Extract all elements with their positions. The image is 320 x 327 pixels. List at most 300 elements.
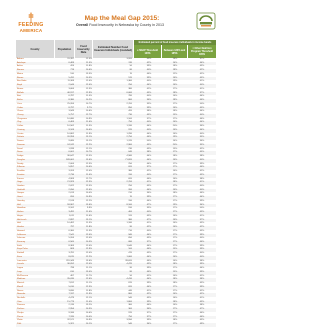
table-cell: 17% [172, 87, 178, 90]
table-cell: 35,035 [67, 278, 74, 281]
table-cell: 46% [146, 259, 152, 262]
table-cell: 18% [172, 91, 178, 94]
table-cell: 797 [70, 226, 74, 229]
table-cell: 12.2% [85, 255, 92, 258]
table-cell: 11.7% [85, 274, 92, 277]
table-cell: 10.1% [85, 323, 92, 326]
table-cell: 380 [128, 170, 132, 173]
table-cell: 719 [70, 69, 74, 72]
table-cell: 39% [199, 233, 205, 236]
table-cell: 18% [172, 65, 178, 68]
table-cell: 750 [128, 315, 132, 318]
table-cell: 310 [128, 173, 132, 176]
table-cell: 39% [146, 196, 152, 199]
table-cell: 16% [172, 293, 178, 296]
table-cell: 18% [172, 181, 178, 184]
table-cell: 1,190 [126, 125, 132, 128]
table-cell: 18% [172, 263, 178, 266]
table-cell: 10,502 [67, 125, 74, 128]
table-cell: 250 [128, 84, 132, 87]
county-name: Box Butte [17, 80, 27, 83]
table-cell: 10.7% [85, 151, 92, 154]
table-cell: 25,264 [67, 102, 74, 105]
table-cell: 610 [70, 270, 74, 273]
table-cell: 21,923 [67, 181, 74, 184]
county-name: Greeley [17, 199, 25, 202]
table-cell: 510 [70, 72, 74, 75]
table-cell: 17% [172, 162, 178, 165]
table-cell: 38% [146, 110, 152, 113]
table-cell: 1,800 [126, 300, 132, 303]
county-name: Hamilton [17, 207, 26, 210]
table-cell: 42% [146, 87, 152, 90]
table-cell: 40% [199, 84, 205, 87]
county-name: Colfax [17, 125, 24, 128]
table-cell: 8,363 [68, 244, 74, 247]
table-cell: 16% [172, 121, 178, 124]
table-cell: 46% [146, 248, 152, 251]
table-cell: 90 [129, 226, 132, 229]
table-cell: 1,939 [68, 147, 74, 150]
table-cell: 44% [199, 196, 205, 199]
table-cell: 38% [199, 177, 205, 180]
table-cell: 12.4% [85, 252, 92, 255]
table-cell: 42% [199, 69, 205, 72]
table-cell: 970 [128, 311, 132, 314]
table-cell: 37% [199, 91, 205, 94]
table-cell: 10.6% [85, 128, 92, 131]
county-name: Loup [17, 270, 22, 273]
table-cell: 17% [172, 102, 178, 105]
table-cell: 17% [172, 311, 178, 314]
table-cell: 39% [146, 267, 152, 270]
table-cell: 528,061 [66, 158, 74, 161]
table-cell: 11.3% [85, 125, 92, 128]
county-name: Fillmore [17, 166, 25, 169]
table-cell: 12.0% [85, 170, 92, 173]
table-cell: 44% [146, 255, 152, 258]
table-cell: 9,109 [68, 128, 74, 131]
county-name: Nuckolls [17, 297, 26, 299]
table-cell: 11.9% [85, 293, 92, 296]
table-cell: 3,943 [68, 110, 74, 113]
table-cell: 16% [172, 95, 178, 98]
table-cell: 16% [172, 158, 178, 161]
table-cell: 7,541 [68, 233, 74, 236]
table-cell: 43% [199, 319, 205, 322]
table-cell: 8,797 [68, 106, 74, 109]
table-cell: 42% [199, 293, 205, 296]
table-cell: 7,197 [68, 293, 74, 296]
table-cell: 10.9% [85, 319, 92, 322]
county-name: Boone [17, 76, 24, 79]
table-cell: 16% [172, 259, 178, 262]
table-cell: 42% [199, 226, 205, 229]
county-name: Keya Paha [17, 248, 28, 251]
table-cell: 42% [146, 170, 152, 173]
table-cell: 12% [172, 72, 178, 75]
table-cell: 750 [128, 121, 132, 124]
table-cell: 12.3% [85, 181, 92, 184]
table-cell: 9.9% [87, 207, 92, 210]
table-cell: 50% [199, 102, 205, 105]
table-cell: 39% [146, 76, 152, 79]
table-cell: 250 [128, 162, 132, 165]
table-cell: 46% [146, 72, 152, 75]
table-cell: 37% [146, 311, 152, 314]
table-cell: 18% [172, 278, 178, 281]
table-cell: 230 [128, 147, 132, 150]
table-cell: 43% [199, 173, 205, 176]
table-cell: 11.4% [85, 173, 92, 176]
table-cell: 17% [172, 289, 178, 292]
table-cell: 9,085 [68, 140, 74, 143]
table-cell: 36% [146, 192, 152, 195]
table-cell: 17% [172, 184, 178, 187]
table-cell: 34% [199, 203, 205, 206]
table-cell: 40% [199, 252, 205, 255]
table-cell: 540 [128, 323, 132, 326]
table-cell: 38% [199, 278, 205, 281]
table-cell: 15% [172, 147, 178, 150]
table-cell: 540 [128, 297, 132, 299]
table-cell: 40% [146, 128, 152, 131]
table-cell: 1,011 [68, 214, 74, 217]
table-cell: 12.9% [85, 248, 92, 251]
table-cell: 40% [199, 237, 205, 240]
table-cell: 11.6% [85, 211, 92, 214]
table-cell: 39% [199, 199, 205, 202]
county-name: Gage [17, 181, 23, 184]
table-cell: 2,746 [68, 304, 74, 307]
table-cell: 16% [172, 188, 178, 191]
table-cell: 42% [199, 72, 205, 75]
table-cell: 780 [128, 95, 132, 98]
table-cell: 49% [199, 323, 205, 326]
county-name: Frontier [17, 173, 25, 176]
table-cell: 44% [199, 95, 205, 98]
table-cell: 620 [128, 177, 132, 180]
table-cell: 2,044 [68, 84, 74, 87]
table-cell: 33% [146, 207, 152, 210]
table-cell: 46% [146, 136, 152, 139]
table-cell: 37% [146, 315, 152, 318]
table-cell: 12.2% [85, 143, 92, 146]
table-cell: 15,773 [67, 300, 74, 303]
table-cell: 2,960 [126, 143, 132, 146]
table-cell: 18% [172, 300, 178, 303]
table-cell: 5,857 [68, 166, 74, 169]
table-cell: 250 [128, 184, 132, 187]
table-cell: 12.7% [85, 114, 92, 117]
county-name: Jefferson [17, 233, 26, 236]
table-cell: 4,479 [68, 297, 74, 299]
table-cell: 43% [146, 252, 152, 255]
table-cell: 809 [70, 248, 74, 251]
table-cell: 424 [70, 65, 74, 68]
table-cell: 44% [146, 158, 152, 161]
table-cell: 35% [199, 143, 205, 146]
county-name: Custer [17, 132, 24, 135]
table-cell: 640 [128, 151, 132, 154]
table-cell: 16% [172, 106, 178, 109]
county-name: Lincoln [17, 263, 24, 266]
table-cell: 11.4% [85, 300, 92, 303]
table-cell: 730 [128, 114, 132, 117]
table-cell: 6,787 [68, 95, 74, 98]
county-name: Blaine [17, 72, 24, 75]
table-cell: 41% [199, 87, 205, 90]
table-cell: 37% [199, 58, 205, 60]
table-cell: 5,010 [68, 285, 74, 288]
table-cell: 12.3% [85, 162, 92, 165]
table-cell: 17% [172, 267, 178, 270]
table-cell: 70 [129, 196, 132, 199]
table-cell: 34% [146, 323, 152, 326]
table-cell: 37% [146, 117, 152, 120]
table-cell: 17% [172, 173, 178, 176]
table-cell: 2,022 [68, 184, 74, 187]
table-cell: 36% [146, 99, 152, 102]
county-name: Dawson [17, 143, 25, 146]
table-cell: 45% [199, 151, 205, 154]
table-cell: 40% [199, 158, 205, 161]
table-cell: 44% [146, 278, 152, 281]
table-cell: 650 [128, 237, 132, 240]
table-cell: 44% [146, 199, 152, 202]
table-cell: 16% [172, 177, 178, 180]
table-cell: 39% [146, 319, 152, 322]
table-cell: 43% [146, 237, 152, 240]
table-cell: 50 [129, 65, 132, 68]
table-cell: 940 [128, 233, 132, 236]
table-cell: 41% [146, 181, 152, 184]
table-cell: 36% [146, 308, 152, 311]
table-cell: 14% [172, 140, 178, 143]
table-row [16, 323, 216, 327]
table-cell: 467 [70, 274, 74, 277]
table-cell: 7,812 [68, 282, 74, 285]
table-cell: 40% [146, 69, 152, 72]
table-cell: 12.3% [85, 87, 92, 90]
table-cell: 18% [172, 319, 178, 322]
table-cell: 3,064 [68, 87, 74, 90]
table-cell: 42% [199, 147, 205, 150]
county-name: Merrick [17, 282, 25, 285]
table-cell: 400 [128, 211, 132, 214]
table-cell: 100 [128, 248, 132, 251]
table-cell: 40% [146, 173, 152, 176]
table-cell: 4,470 [126, 263, 132, 266]
table-cell: 12.0% [85, 80, 92, 83]
table-cell: 45% [146, 58, 152, 60]
table-cell: 12.5% [85, 184, 92, 187]
table-cell: 5,431 [68, 76, 74, 79]
table-cell: 38% [199, 259, 205, 262]
table-cell: 10.4% [85, 315, 92, 318]
table-cell: 36,647 [67, 155, 74, 158]
table-cell: 39% [199, 162, 205, 165]
table-cell: 17% [172, 323, 178, 326]
table-cell: 2,013 [68, 192, 74, 195]
table-cell: 43% [146, 297, 152, 299]
county-name: Garfield [17, 188, 25, 191]
county-name: Gosper [17, 192, 25, 195]
table-cell: 16% [172, 274, 178, 277]
county-name: Nemaha [17, 293, 26, 296]
table-cell: 13.6% [85, 259, 92, 262]
county-name: Madison [17, 278, 26, 281]
table-cell: 5,757 [68, 114, 74, 117]
county-name: Knox [17, 255, 22, 258]
table-cell: 24,242 [67, 143, 74, 146]
table-cell: 3,550 [126, 319, 132, 322]
table-cell: 39% [146, 282, 152, 285]
table-cell: 35% [199, 136, 205, 139]
table-cell: 71,820 [125, 158, 132, 161]
table-cell: 6,469 [68, 61, 74, 64]
table-cell: 46% [146, 304, 152, 307]
county-name: Cuming [17, 128, 25, 131]
table-cell: 13.0% [85, 270, 92, 273]
table-cell: 36% [199, 125, 205, 128]
county-name: Hayes [17, 214, 24, 217]
table-cell: 2,004 [68, 162, 74, 165]
table-cell: 5,204 [68, 237, 74, 240]
table-cell: 38% [199, 304, 205, 307]
table-cell: 10,862 [67, 132, 74, 135]
table-cell: 40% [199, 255, 205, 258]
table-cell: 860 [128, 293, 132, 296]
county-name: Perkins [17, 308, 25, 311]
county-name: Butler [17, 99, 23, 102]
county-name: Pierce [17, 315, 24, 318]
table-cell: 260 [128, 188, 132, 191]
table-cell: 16% [172, 255, 178, 258]
table-cell: 11.5% [85, 95, 92, 98]
county-name: Dakota [17, 136, 24, 139]
table-cell: 43% [199, 211, 205, 214]
table-cell: 17% [172, 308, 178, 311]
table-cell: 420 [128, 110, 132, 113]
table-cell: 43% [199, 300, 205, 303]
table-cell: 43% [146, 147, 152, 150]
col-food-insecure: Estimated Number Food Insecure Individuals (rounded) [93, 40, 134, 58]
table-cell: 12.3% [85, 285, 92, 288]
table-cell: 39% [199, 244, 205, 247]
table-cell: 44% [146, 162, 152, 165]
col-between-thresholds: Between 130% and 185% [162, 45, 188, 58]
table-cell: 11.3% [85, 229, 92, 232]
county-name: Dawes [17, 140, 24, 143]
table-cell: 33% [146, 102, 152, 105]
county-name: Holt [17, 222, 21, 225]
table-cell: 17% [172, 151, 178, 154]
table-cell: 12.4% [85, 233, 92, 236]
table-cell: 4,580 [126, 155, 132, 158]
table-cell: 41% [199, 80, 205, 83]
table-cell: 46% [199, 99, 205, 102]
table-cell: 46% [199, 311, 205, 314]
table-cell: 1,100 [126, 117, 132, 120]
table-cell: 45% [146, 114, 152, 117]
table-cell: 31,397 [67, 58, 74, 60]
table-cell: 11.6% [85, 214, 92, 217]
county-name: Antelope [17, 61, 26, 64]
table-cell: 11,309 [67, 80, 74, 83]
table-cell: 40% [146, 95, 152, 98]
table-cell: 39,620 [125, 259, 132, 262]
table-cell: 16% [172, 218, 178, 221]
table-cell: 32,571 [67, 319, 74, 322]
county-name: Grant [17, 196, 23, 199]
table-cell: 20% [172, 125, 178, 128]
table-cell: 17% [172, 315, 178, 318]
table-cell: 10.4% [85, 192, 92, 195]
table-cell: 291,343 [66, 259, 74, 262]
table-cell: 970 [128, 128, 132, 131]
table-cell: 39% [199, 248, 205, 251]
table-cell: 11.3% [85, 222, 92, 225]
table-cell: 50 [129, 274, 132, 277]
table-cell: 41% [199, 181, 205, 184]
table-cell: 41% [146, 222, 152, 225]
table-cell: 37% [146, 240, 152, 243]
table-cell: 43% [199, 282, 205, 285]
col-rate: Food Insecurity Rate [75, 40, 93, 58]
table-cell: 680 [128, 240, 132, 243]
table-cell: 80 [129, 270, 132, 273]
county-name: Banner [17, 69, 25, 72]
table-cell: 12.6% [85, 188, 92, 191]
table-cell: 5,321 [68, 323, 74, 326]
table-cell: 9,162 [68, 207, 74, 210]
table-cell: 38% [199, 155, 205, 158]
table-cell: 18% [172, 282, 178, 285]
wheat-icon [27, 12, 35, 22]
table-cell: 11.6% [85, 121, 92, 124]
county-name: Morrill [17, 285, 23, 288]
table-cell: 12.4% [85, 244, 92, 247]
county-name: Hall [17, 203, 21, 206]
table-cell: 10,080 [67, 117, 74, 120]
table-cell: 39% [146, 300, 152, 303]
table-cell: 10,462 [67, 222, 74, 225]
table-cell: 16% [172, 76, 178, 79]
table-cell: 44% [146, 233, 152, 236]
table-cell: 360 [128, 304, 132, 307]
table-cell: 40% [199, 114, 205, 117]
table-cell: 50% [199, 207, 205, 210]
table-cell: 42% [199, 170, 205, 173]
table-cell: 46% [199, 192, 205, 195]
table-cell: 40% [199, 132, 205, 135]
table-cell: 19% [172, 136, 178, 139]
table-cell: 17% [172, 244, 178, 247]
table-cell: 40% [146, 229, 152, 232]
table-cell: 45% [146, 91, 152, 94]
table-cell: 44% [146, 155, 152, 158]
table-cell: 38% [146, 151, 152, 154]
table-cell: 39% [199, 285, 205, 288]
table-cell: 46% [146, 177, 152, 180]
table-header [16, 40, 216, 58]
table-cell: 9,186 [68, 311, 74, 314]
county-name: Howard [17, 229, 25, 232]
table-cell: 12.2% [85, 199, 92, 202]
table-cell: 46% [199, 166, 205, 169]
table-cell: 47% [146, 203, 152, 206]
